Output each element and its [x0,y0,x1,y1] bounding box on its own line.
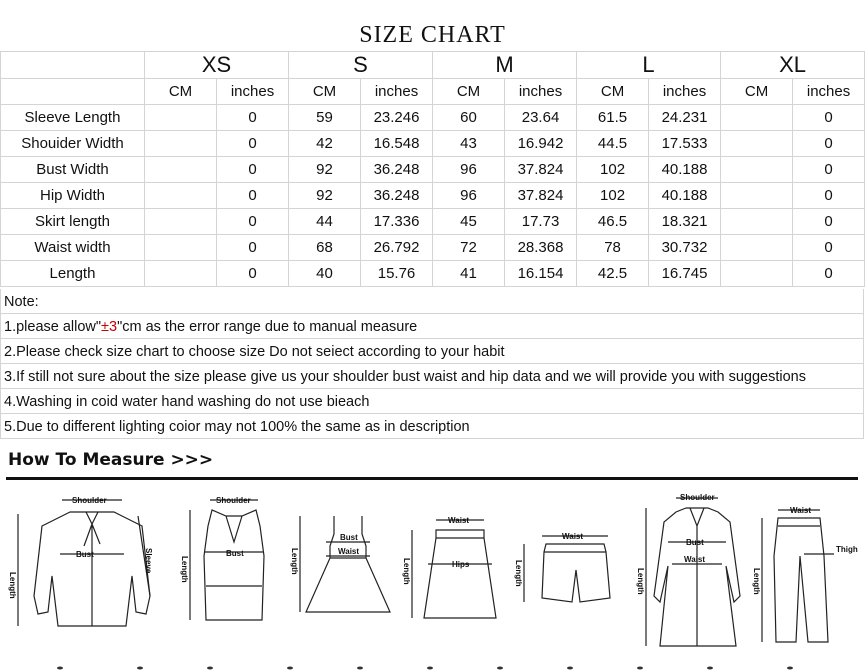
label-length: Length [514,560,523,587]
table-cell [721,209,793,235]
unit-header-row [1,79,865,105]
table-cell: 17.73 [505,209,577,235]
note-4: 4.Washing in coid water hand washing do not use bieach [0,389,864,414]
table-cell: 102 [577,157,649,183]
table-cell: 60 [433,105,505,131]
table-cell: 61.5 [577,105,649,131]
table-row [1,105,865,131]
label-bust: Bust [340,533,358,542]
row-label: Skirt length [1,209,145,235]
table-cell: 41 [433,261,505,287]
corner-cell [1,79,145,105]
corner-cell [1,52,145,79]
table-cell: 40.188 [649,183,721,209]
label-shoulder: Shoulder [680,493,715,502]
table-cell: 23.64 [505,105,577,131]
how-to-measure-heading: How To Measure >>> [8,450,214,470]
table-cell: 0 [793,105,865,131]
table-cell: 37.824 [505,183,577,209]
table-cell [145,105,217,131]
unit-inches: inches [361,79,433,105]
table-cell [721,131,793,157]
notes-section [0,289,864,439]
label-length: Length [290,548,299,575]
table-cell: 0 [217,209,289,235]
unit-inches: inches [649,79,721,105]
table-cell: 0 [217,261,289,287]
row-label: Waist width [1,235,145,261]
label-waist: Waist [562,532,584,541]
table-cell: 36.248 [361,157,433,183]
label-waist: Waist [448,516,470,525]
table-row [1,157,865,183]
table-cell: 92 [289,157,361,183]
unit-cm: CM [289,79,361,105]
label-waist: Waist [338,547,360,556]
table-cell: 17.336 [361,209,433,235]
table-cell: 96 [433,157,505,183]
unit-inches: inches [793,79,865,105]
row-label: Bust Width [1,157,145,183]
tolerance-value: ±3 [101,319,118,335]
table-cell: 68 [289,235,361,261]
table-cell: 0 [217,183,289,209]
table-cell: 23.246 [361,105,433,131]
table-cell [145,183,217,209]
table-cell: 40.188 [649,157,721,183]
table-cell [721,105,793,131]
table-cell: 0 [217,157,289,183]
table-cell: 72 [433,235,505,261]
label-bust: Bust [226,549,244,558]
table-row [1,261,865,287]
label-waist: Waist [684,555,706,564]
slip-dress-diagram [290,516,390,612]
size-l: L [577,52,721,79]
heading-divider [6,477,858,480]
label-bust: Bust [686,538,704,547]
blouse-diagram [8,496,153,626]
table-cell: 0 [217,235,289,261]
table-cell [721,157,793,183]
table-cell [721,261,793,287]
unit-inches: inches [505,79,577,105]
skirt-diagram [402,516,496,618]
unit-inches: inches [217,79,289,105]
unit-cm: CM [577,79,649,105]
table-row [1,235,865,261]
size-xs: XS [145,52,289,79]
table-cell: 42 [289,131,361,157]
table-cell: 26.792 [361,235,433,261]
table-cell: 0 [217,131,289,157]
note-3: 3.If still not sure about the size please give us your shoulder bust waist and hip data and we will provide you with suggestions [0,364,864,389]
unit-cm: CM [433,79,505,105]
size-chart-title: SIZE CHART [359,22,506,48]
table-cell: 36.248 [361,183,433,209]
row-label: Sleeve Length [1,105,145,131]
table-cell: 0 [793,183,865,209]
row-label: Hip Width [1,183,145,209]
label-sleeve: Sleeve [144,548,153,574]
table-cell: 15.76 [361,261,433,287]
table-cell: 28.368 [505,235,577,261]
table-cell: 43 [433,131,505,157]
label-waist: Waist [790,506,812,515]
table-cell: 16.942 [505,131,577,157]
table-cell: 0 [793,235,865,261]
table-cell: 44.5 [577,131,649,157]
label-shoulder: Shoulder [72,496,107,505]
table-cell: 42.5 [577,261,649,287]
row-label: Shouider Width [1,131,145,157]
table-cell: 45 [433,209,505,235]
shorts-diagram [514,532,610,602]
table-row [1,183,865,209]
row-label: Length [1,261,145,287]
size-xl: XL [721,52,865,79]
size-header-row [1,52,865,79]
size-m: M [433,52,577,79]
label-length: Length [636,568,645,595]
table-cell: 17.533 [649,131,721,157]
table-row [1,131,865,157]
table-cell: 30.732 [649,235,721,261]
table-cell [145,209,217,235]
label-shoulder: Shoulder [216,496,251,505]
label-length: Length [180,556,189,583]
table-cell: 16.745 [649,261,721,287]
table-cell: 40 [289,261,361,287]
size-table [0,51,865,287]
table-cell: 46.5 [577,209,649,235]
label-length: Length [752,568,761,595]
label-bust: Bust [76,550,94,559]
table-cell: 0 [793,131,865,157]
table-cell: 59 [289,105,361,131]
table-cell [721,183,793,209]
table-cell [145,261,217,287]
table-cell: 24.231 [649,105,721,131]
table-cell: 0 [793,261,865,287]
label-thigh: Thigh [836,545,858,554]
coat-diagram [636,493,740,646]
table-cell: 92 [289,183,361,209]
note-5: 5.Due to different lighting coior may not 100% the same as in description [0,414,864,439]
measurement-diagrams [0,486,865,672]
table-cell [145,157,217,183]
label-length: Length [402,558,411,585]
decorative-dots [0,662,865,672]
table-cell [145,131,217,157]
table-cell: 44 [289,209,361,235]
table-cell: 0 [793,157,865,183]
table-row [1,209,865,235]
table-cell [145,235,217,261]
note-2: 2.Please check size chart to choose size Do not seiect according to your habit [0,339,864,364]
table-cell: 16.154 [505,261,577,287]
label-length: Length [8,572,17,599]
unit-cm: CM [145,79,217,105]
trousers-diagram [752,506,858,642]
table-cell: 78 [577,235,649,261]
table-cell: 96 [433,183,505,209]
table-cell [721,235,793,261]
table-cell: 37.824 [505,157,577,183]
table-cell: 18.321 [649,209,721,235]
size-s: S [289,52,433,79]
table-cell: 102 [577,183,649,209]
table-cell: 16.548 [361,131,433,157]
vest-diagram [180,496,264,620]
table-cell: 0 [217,105,289,131]
table-cell: 0 [793,209,865,235]
unit-cm: CM [721,79,793,105]
notes-header: Note: [0,289,864,314]
label-hips: Hips [452,560,470,569]
note-1: 1.please allow"±3"cm as the error range due to manual measure [0,314,864,339]
